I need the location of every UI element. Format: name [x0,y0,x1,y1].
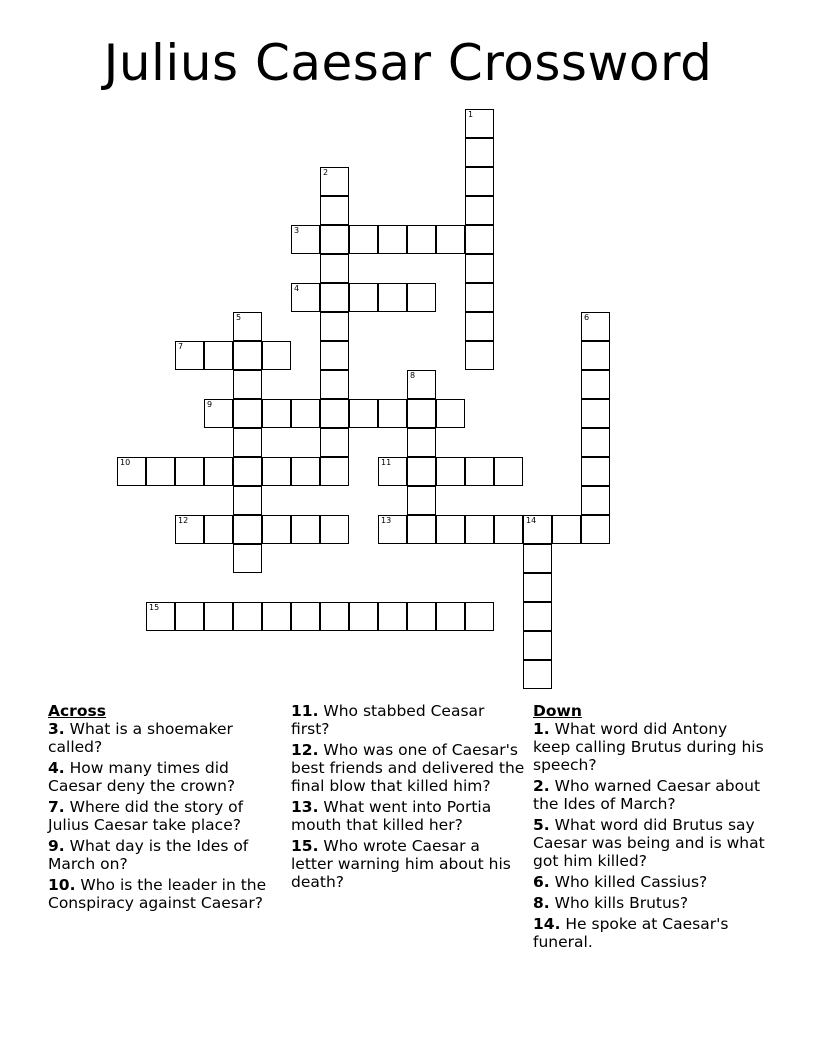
grid-cell[interactable] [233,486,262,515]
clue-item-number: 7. [48,798,65,816]
grid-cell[interactable] [407,399,436,428]
grid-cell[interactable] [465,515,494,544]
grid-cell[interactable] [465,283,494,312]
clue-number: 6 [584,313,590,322]
grid-cell[interactable] [436,515,465,544]
clue-number: 14 [526,516,537,525]
puzzle-title: Julius Caesar Crossword [103,34,713,92]
grid-cell[interactable] [436,457,465,486]
clue-number: 8 [410,371,416,380]
clue-item-text: He spoke at Caesar's funeral. [533,915,729,951]
grid-cell[interactable] [320,225,349,254]
grid-cell[interactable] [146,457,175,486]
grid-cell[interactable] [291,283,320,312]
grid-cell[interactable] [349,225,378,254]
grid-cell[interactable] [407,370,436,399]
grid-cell[interactable] [349,283,378,312]
clue-item [533,894,768,912]
across-clues-column-1 [48,702,278,912]
grid-cell[interactable] [204,399,233,428]
clue-number: 4 [294,284,300,293]
clue-item [533,816,768,870]
grid-cell[interactable] [407,457,436,486]
grid-cell[interactable] [465,196,494,225]
grid-cell[interactable] [581,370,610,399]
grid-cell[interactable] [465,602,494,631]
grid-cell[interactable] [320,283,349,312]
grid-cell[interactable] [320,399,349,428]
clue-number: 9 [207,400,213,409]
grid-cell[interactable] [465,341,494,370]
clue-item-text: What is a shoemaker called? [48,720,233,756]
grid-cell[interactable] [581,399,610,428]
grid-cell[interactable] [233,399,262,428]
grid-cell[interactable] [581,515,610,544]
clue-item-number: 5. [533,816,550,834]
clue-item [48,759,278,795]
clue-number: 7 [178,342,184,351]
clue-number: 15 [149,603,160,612]
grid-cell[interactable] [233,341,262,370]
grid-cell[interactable] [233,312,262,341]
clue-item [48,720,278,756]
grid-cell[interactable] [204,515,233,544]
down-heading: Down [533,702,582,720]
grid-cell[interactable] [175,457,204,486]
grid-cell[interactable] [175,602,204,631]
clue-item [291,702,526,738]
clue-item-number: 11. [291,702,319,720]
grid-cell[interactable] [436,225,465,254]
grid-cell[interactable] [291,225,320,254]
clue-item-text: Who warned Caesar about the Ides of March? [533,777,761,813]
clue-item-number: 13. [291,798,319,816]
grid-cell[interactable] [407,283,436,312]
grid-cell[interactable] [233,457,262,486]
clue-item-text: What day is the Ides of March on? [48,837,249,873]
grid-cell[interactable] [175,341,204,370]
grid-cell[interactable] [523,515,552,544]
grid-cell[interactable] [320,341,349,370]
clue-item-number: 1. [533,720,550,738]
clue-item-number: 3. [48,720,65,738]
clue-item-number: 12. [291,741,319,759]
grid-cell[interactable] [320,196,349,225]
grid-cell[interactable] [262,341,291,370]
grid-cell[interactable] [204,341,233,370]
clue-item-number: 4. [48,759,65,777]
grid-cell[interactable] [175,515,204,544]
grid-cell[interactable] [320,312,349,341]
grid-cell[interactable] [465,254,494,283]
grid-cell[interactable] [407,428,436,457]
grid-cell[interactable] [262,602,291,631]
grid-cell[interactable] [233,515,262,544]
clue-item-text: Who kills Brutus? [549,894,689,912]
grid-cell[interactable] [581,428,610,457]
clue-item [533,720,768,774]
clue-item-text: What word did Antony keep calling Brutus during his speech? [533,720,764,774]
clue-number: 12 [178,516,189,525]
grid-cell[interactable] [262,457,291,486]
grid-cell[interactable] [523,631,552,660]
grid-cell[interactable] [204,457,233,486]
clue-item-text: What word did Brutus say Caesar was being and is what got him killed? [533,816,765,870]
grid-cell[interactable] [465,225,494,254]
grid-cell[interactable] [378,225,407,254]
grid-cell[interactable] [407,486,436,515]
grid-cell[interactable] [320,370,349,399]
grid-cell[interactable] [465,109,494,138]
clue-item [291,837,526,891]
grid-cell[interactable] [320,254,349,283]
clue-item-text: Who killed Cassius? [549,873,708,891]
grid-cell[interactable] [407,515,436,544]
grid-cell[interactable] [349,399,378,428]
clue-item [48,876,278,912]
across-clues-column-2 [291,702,526,891]
clue-item [291,798,526,834]
clue-item-text: What went into Portia mouth that killed her? [291,798,492,834]
clue-item [533,777,768,813]
grid-cell[interactable] [465,457,494,486]
grid-cell[interactable] [320,428,349,457]
grid-cell[interactable] [465,312,494,341]
clue-item-number: 8. [533,894,550,912]
grid-cell[interactable] [523,660,552,689]
grid-cell[interactable] [378,283,407,312]
clue-item [48,837,278,873]
clue-item-number: 10. [48,876,76,894]
grid-cell[interactable] [523,573,552,602]
grid-cell[interactable] [378,602,407,631]
clue-item-number: 2. [533,777,550,795]
clue-number: 2 [323,168,329,177]
grid-cell[interactable] [291,602,320,631]
grid-cell[interactable] [233,602,262,631]
grid-cell[interactable] [523,602,552,631]
clue-number: 3 [294,226,300,235]
grid-cell[interactable] [291,457,320,486]
clue-number: 5 [236,313,242,322]
clue-number: 10 [120,458,131,467]
grid-cell[interactable] [552,515,581,544]
clue-item-text: How many times did Caesar deny the crown? [48,759,236,795]
grid-cell[interactable] [436,602,465,631]
grid-cell[interactable] [262,515,291,544]
clue-item-text: Who wrote Caesar a letter warning him about his death? [291,837,511,891]
clue-item [533,915,768,951]
clue-item-number: 15. [291,837,319,855]
grid-cell[interactable] [262,399,291,428]
clue-number: 13 [381,516,392,525]
grid-cell[interactable] [523,544,552,573]
clue-item [48,798,278,834]
clue-item-number: 6. [533,873,550,891]
grid-cell[interactable] [407,602,436,631]
clue-number: 1 [468,110,474,119]
grid-cell[interactable] [233,370,262,399]
grid-cell[interactable] [233,428,262,457]
grid-cell[interactable] [320,167,349,196]
grid-cell[interactable] [320,602,349,631]
grid-cell[interactable] [378,399,407,428]
clue-item-text: Who is the leader in the Conspiracy against Caesar? [48,876,267,912]
clue-item-text: Who was one of Caesar's best friends and delivered the final blow that killed him? [291,741,525,795]
grid-cell[interactable] [320,515,349,544]
grid-cell[interactable] [581,341,610,370]
grid-cell[interactable] [378,457,407,486]
grid-cell[interactable] [349,602,378,631]
clue-item-number: 14. [533,915,561,933]
clue-item-text: Where did the story of Julius Caesar take place? [48,798,244,834]
clue-number: 11 [381,458,392,467]
clue-item [533,873,768,891]
clue-item-number: 9. [48,837,65,855]
grid-cell[interactable] [494,457,523,486]
grid-cell[interactable] [320,457,349,486]
grid-cell[interactable] [378,515,407,544]
grid-cell[interactable] [291,399,320,428]
clue-item [291,741,526,795]
across-heading: Across [48,702,106,720]
grid-cell[interactable] [581,312,610,341]
grid-cell[interactable] [436,399,465,428]
grid-cell[interactable] [494,515,523,544]
grid-cell[interactable] [233,544,262,573]
grid-cell[interactable] [581,457,610,486]
down-clues-column [533,702,768,951]
grid-cell[interactable] [407,225,436,254]
grid-cell[interactable] [465,167,494,196]
grid-cell[interactable] [581,486,610,515]
grid-cell[interactable] [465,138,494,167]
grid-cell[interactable] [204,602,233,631]
clue-item-text: Who stabbed Ceasar first? [291,702,485,738]
grid-cell[interactable] [291,515,320,544]
grid-cell[interactable] [146,602,175,631]
grid-cell[interactable] [117,457,146,486]
